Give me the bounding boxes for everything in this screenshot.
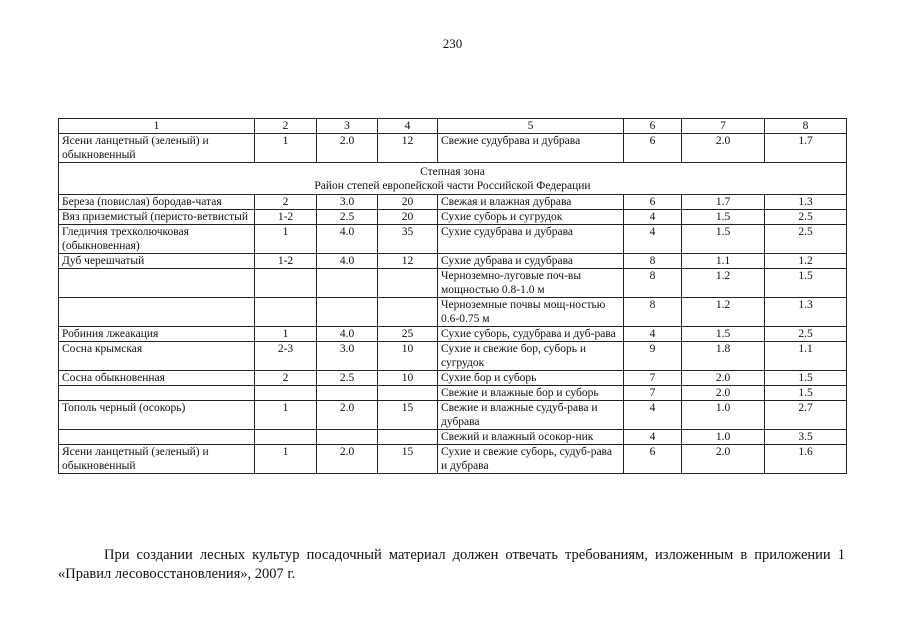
table-row bbox=[59, 269, 847, 298]
table-row bbox=[59, 445, 847, 474]
table-cell: 1.5 bbox=[765, 371, 847, 386]
table-cell: 1-2 bbox=[255, 210, 317, 225]
table-cell bbox=[378, 430, 438, 445]
table-cell: Сосна крымская bbox=[59, 342, 255, 371]
table-cell: 2.0 bbox=[682, 445, 765, 474]
table-cell: Робиния лжеакация bbox=[59, 327, 255, 342]
table-row bbox=[59, 195, 847, 210]
table-cell: 7 bbox=[624, 371, 682, 386]
table-cell: Вяз приземистый (перисто-ветвистый bbox=[59, 210, 255, 225]
footnote-paragraph: При создании лесных культур посадочный материал должен отвечать требованиям, изложенным в приложении 1 «Правил лесовосстановления», 2007 г. bbox=[58, 547, 845, 582]
table-cell: Дуб черешчатый bbox=[59, 254, 255, 269]
zone-header-row bbox=[59, 163, 847, 195]
table-cell: 1.5 bbox=[682, 327, 765, 342]
table-cell: 2.0 bbox=[317, 134, 378, 163]
table-cell: Гледичия трехколючковая (обыкновенная) bbox=[59, 225, 255, 254]
table-cell: 1.2 bbox=[765, 254, 847, 269]
table-cell: Свежая и влажная дубрава bbox=[438, 195, 624, 210]
table-cell bbox=[59, 269, 255, 298]
table-cell: 2 bbox=[255, 195, 317, 210]
table-cell: 1.1 bbox=[682, 254, 765, 269]
table-cell: 2.5 bbox=[765, 327, 847, 342]
table-row bbox=[59, 254, 847, 269]
table-cell: 4 bbox=[624, 401, 682, 430]
table-cell: 2.0 bbox=[317, 445, 378, 474]
table-cell: Сухие судубрава и дубрава bbox=[438, 225, 624, 254]
table-row bbox=[59, 371, 847, 386]
table-cell bbox=[378, 269, 438, 298]
table-row bbox=[59, 298, 847, 327]
table-cell: Сосна обыкновенная bbox=[59, 371, 255, 386]
table-row bbox=[59, 327, 847, 342]
table-cell: 4 bbox=[624, 430, 682, 445]
header-cell: 7 bbox=[682, 119, 765, 134]
table-cell bbox=[255, 298, 317, 327]
table-cell: 1.5 bbox=[682, 210, 765, 225]
table-cell: 1.2 bbox=[682, 269, 765, 298]
table-row bbox=[59, 134, 847, 163]
table-cell: 4 bbox=[624, 225, 682, 254]
table-cell: Свежие судубрава и дубрава bbox=[438, 134, 624, 163]
table-cell: 1.0 bbox=[682, 430, 765, 445]
table-cell bbox=[317, 386, 378, 401]
table-cell: 1.5 bbox=[682, 225, 765, 254]
table-cell: 20 bbox=[378, 195, 438, 210]
table-cell: 1.5 bbox=[765, 386, 847, 401]
header-cell: 3 bbox=[317, 119, 378, 134]
zone-header-cell bbox=[59, 163, 847, 195]
table-cell: 2.0 bbox=[682, 371, 765, 386]
table-cell bbox=[59, 386, 255, 401]
table-cell: 10 bbox=[378, 342, 438, 371]
table-cell: Сухие дубрава и судубрава bbox=[438, 254, 624, 269]
table-cell: 1-2 bbox=[255, 254, 317, 269]
table-cell bbox=[59, 298, 255, 327]
table-cell: 12 bbox=[378, 134, 438, 163]
table-cell: 1.6 bbox=[765, 445, 847, 474]
table-cell: 8 bbox=[624, 269, 682, 298]
table-cell: 35 bbox=[378, 225, 438, 254]
table-cell: 25 bbox=[378, 327, 438, 342]
header-cell: 5 bbox=[438, 119, 624, 134]
zone-title: Степная зона bbox=[420, 166, 485, 178]
table-cell: 15 bbox=[378, 401, 438, 430]
table-cell: 6 bbox=[624, 445, 682, 474]
table-row bbox=[59, 401, 847, 430]
table-cell: Тополь черный (осокорь) bbox=[59, 401, 255, 430]
table-cell: 2-3 bbox=[255, 342, 317, 371]
table-cell bbox=[255, 269, 317, 298]
species-table bbox=[58, 118, 847, 474]
table-cell bbox=[255, 386, 317, 401]
table-cell: Свежий и влажный осокор-ник bbox=[438, 430, 624, 445]
table-row bbox=[59, 225, 847, 254]
table-cell: 1 bbox=[255, 327, 317, 342]
table-cell: Сухие и свежие бор, суборь и сугрудок bbox=[438, 342, 624, 371]
table-row bbox=[59, 430, 847, 445]
table-cell: 2.0 bbox=[317, 401, 378, 430]
table-cell: Ясени ланцетный (зеленый) и обыкновенный bbox=[59, 134, 255, 163]
table-cell bbox=[317, 430, 378, 445]
table-cell: 2.7 bbox=[765, 401, 847, 430]
table-cell bbox=[317, 269, 378, 298]
table-cell: 1 bbox=[255, 401, 317, 430]
table-cell: Сухие суборь и сугрудок bbox=[438, 210, 624, 225]
table-cell: Сухие и свежие суборь, судуб-рава и дубрава bbox=[438, 445, 624, 474]
header-cell: 1 bbox=[59, 119, 255, 134]
table-cell: 2.0 bbox=[682, 386, 765, 401]
table-cell: 2.5 bbox=[317, 210, 378, 225]
table-cell: Свежие и влажные бор и суборь bbox=[438, 386, 624, 401]
table-cell: 3.0 bbox=[317, 342, 378, 371]
table-cell bbox=[255, 430, 317, 445]
table-cell: 2.5 bbox=[765, 210, 847, 225]
table-cell: 3.0 bbox=[317, 195, 378, 210]
table-cell: 8 bbox=[624, 254, 682, 269]
table-cell: 1.2 bbox=[682, 298, 765, 327]
table-cell: Черноземные почвы мощ-ностью 0.6-0.75 м bbox=[438, 298, 624, 327]
table-cell: 12 bbox=[378, 254, 438, 269]
table-cell: 6 bbox=[624, 134, 682, 163]
table-cell: 9 bbox=[624, 342, 682, 371]
table-cell: 1 bbox=[255, 445, 317, 474]
table-cell: Свежие и влажные судуб-рава и дубрава bbox=[438, 401, 624, 430]
table-cell bbox=[317, 298, 378, 327]
zone-region: Район степей европейской части Российской Федерации bbox=[314, 180, 591, 192]
table-cell: 6 bbox=[624, 195, 682, 210]
table-cell: 2 bbox=[255, 371, 317, 386]
table-cell: 10 bbox=[378, 371, 438, 386]
table-cell: 1.1 bbox=[765, 342, 847, 371]
table-cell: 20 bbox=[378, 210, 438, 225]
header-cell: 6 bbox=[624, 119, 682, 134]
table-cell: 1.0 bbox=[682, 401, 765, 430]
table-cell: 1 bbox=[255, 134, 317, 163]
table-cell: 1.8 bbox=[682, 342, 765, 371]
header-cell: 8 bbox=[765, 119, 847, 134]
table-cell: Сухие бор и суборь bbox=[438, 371, 624, 386]
table-cell: 2.0 bbox=[682, 134, 765, 163]
table-cell: 8 bbox=[624, 298, 682, 327]
table-cell: 1.3 bbox=[765, 298, 847, 327]
table-cell: 4 bbox=[624, 327, 682, 342]
table-cell: 1.7 bbox=[682, 195, 765, 210]
table-row bbox=[59, 386, 847, 401]
table-cell bbox=[59, 430, 255, 445]
page-number: 230 bbox=[442, 36, 463, 51]
table-cell: 2.5 bbox=[765, 225, 847, 254]
table-cell: 1 bbox=[255, 225, 317, 254]
table-cell: 2.5 bbox=[317, 371, 378, 386]
table-cell: 1.5 bbox=[765, 269, 847, 298]
table-cell: 4 bbox=[624, 210, 682, 225]
table-header-row bbox=[59, 119, 847, 134]
table-cell: 4.0 bbox=[317, 225, 378, 254]
table-cell: 1.3 bbox=[765, 195, 847, 210]
table-row bbox=[59, 342, 847, 371]
table-row bbox=[59, 210, 847, 225]
table-cell bbox=[378, 386, 438, 401]
table-cell: 15 bbox=[378, 445, 438, 474]
table-cell bbox=[378, 298, 438, 327]
header-cell: 4 bbox=[378, 119, 438, 134]
table-cell: 4.0 bbox=[317, 327, 378, 342]
table-cell: 3.5 bbox=[765, 430, 847, 445]
table-cell: 1.7 bbox=[765, 134, 847, 163]
header-cell: 2 bbox=[255, 119, 317, 134]
table-cell: 7 bbox=[624, 386, 682, 401]
table-cell: Ясени ланцетный (зеленый) и обыкновенный bbox=[59, 445, 255, 474]
table-cell: Сухие суборь, судубрава и дуб-рава bbox=[438, 327, 624, 342]
table-cell: Береза (повислая) бородав-чатая bbox=[59, 195, 255, 210]
table-cell: 4.0 bbox=[317, 254, 378, 269]
table-cell: Черноземно-луговые поч-вы мощностью 0.8-1.0 м bbox=[438, 269, 624, 298]
